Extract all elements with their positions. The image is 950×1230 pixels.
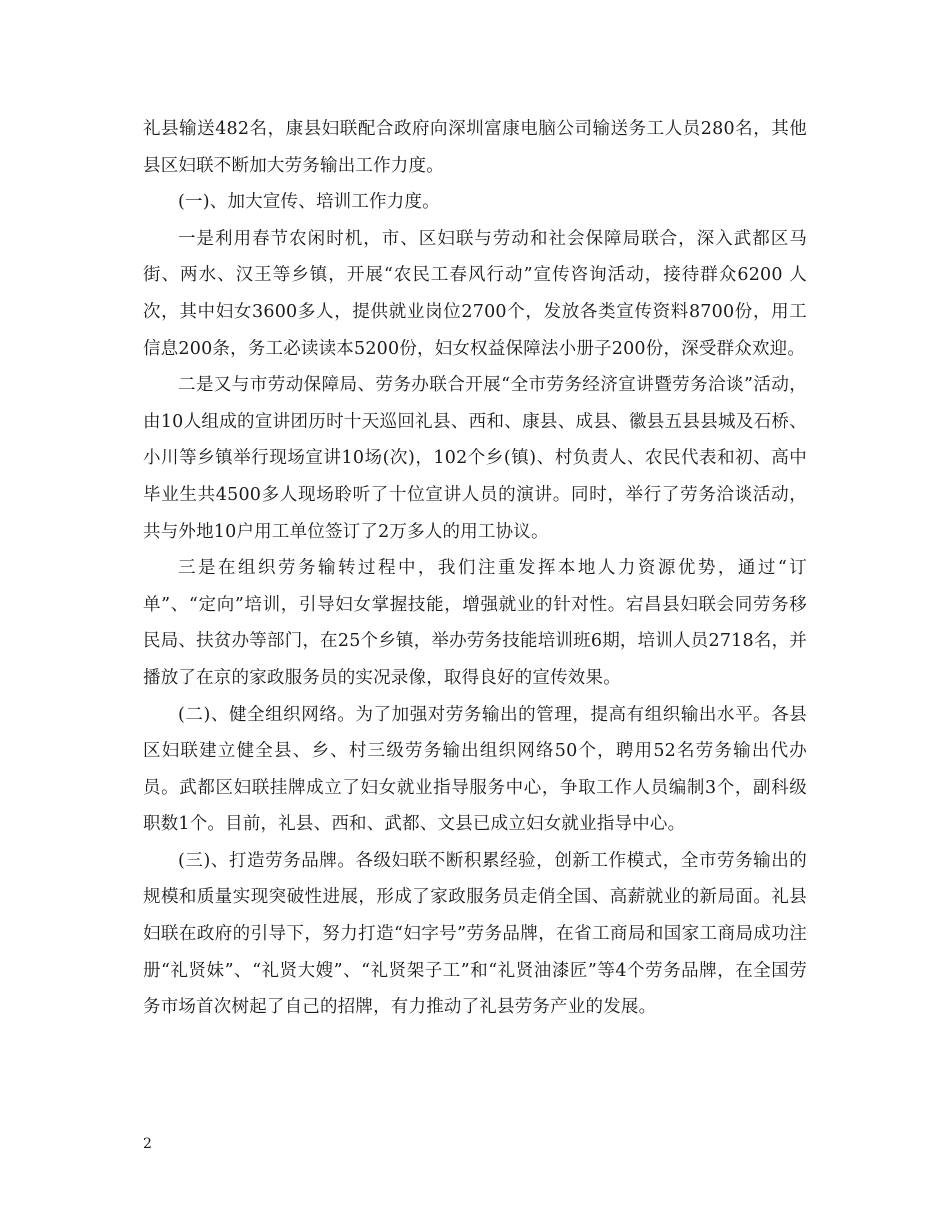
- paragraph-skills-training: 三是在组织劳务输转过程中，我们注重发挥本地人力资源优势，通过“订单”、“定向”培训，引导妇女掌握技能，增强就业的针对性。宕昌县妇联会同劳务移民局、扶贫办等部门，在25个乡镇，举办劳务技能培训班6期，培训人员2718名，并播放了在京的家政服务员的实况录像，取得良好的宣传效果。: [143, 558, 807, 688]
- paragraph-labor-brand: (三)、打造劳务品牌。各级妇联不断积累经验，创新工作模式，全市劳务输出的规模和质量实现突破性进展，形成了家政服务员走俏全国、高薪就业的新局面。礼县妇联在政府的引导下，努力打造“妇字号”劳务品牌，在省工商局和国家工商局成功注册“礼贤妹”、“礼贤大嫂”、“礼贤架子工”和“礼贤油漆匠”等4个劳务品牌，在全国劳务市场首次树起了自己的招牌，有力推动了礼县劳务产业的发展。: [143, 850, 807, 1018]
- section-heading-publicity-training: (一)、加大宣传、培训工作力度。: [178, 192, 440, 213]
- paragraph-organization-network: (二)、健全组织网络。为了加强对劳务输出的管理，提高有组织输出水平。各县区妇联建立健全县、乡、村三级劳务输出组织网络50个，聘用52名劳务输出代办员。武都区妇联挂牌成立了妇女就业指导服务中心，争取工作人员编制3个，副科级职数1个。目前，礼县、西和、武都、文县已成立妇女就业指导中心。: [143, 704, 807, 835]
- paragraph-lecture-tour: 二是又与市劳动保障局、劳务办联合开展“全市劳务经济宣讲暨劳务洽谈”活动，由10人组成的宣讲团历时十天巡回礼县、西和、康县、成县、徽县五县县城及石桥、小川等乡镇举行现场宣讲10场(次)，102个乡(镇)、村负责人、农民代表和初、高中毕业生共4500多人现场聆听了十位宣讲人员的演讲。同时，举行了劳务洽谈活动，共与外地10户用工单位签订了2万多人的用工协议。: [143, 375, 807, 542]
- paragraph-continuation: 礼县输送482名，康县妇联配合政府向深圳富康电脑公司输送务工人员280名，其他县区妇联不断加大劳务输出工作力度。: [143, 119, 807, 176]
- paragraph-spring-festival-campaign: 一是利用春节农闲时机，市、区妇联与劳动和社会保障局联合，深入武都区马街、两水、汉王等乡镇，开展“农民工春风行动”宣传咨询活动，接待群众6200 人次，其中妇女3600多人，提供就业岗位2700个，发放各类宣传资料8700份，用工信息200条，务工必读读本5200份，妇女权益保障法小册子200份，深受群众欢迎。: [143, 228, 807, 359]
- page-number: 2: [143, 1136, 152, 1152]
- document-body: [143, 111, 807, 1026]
